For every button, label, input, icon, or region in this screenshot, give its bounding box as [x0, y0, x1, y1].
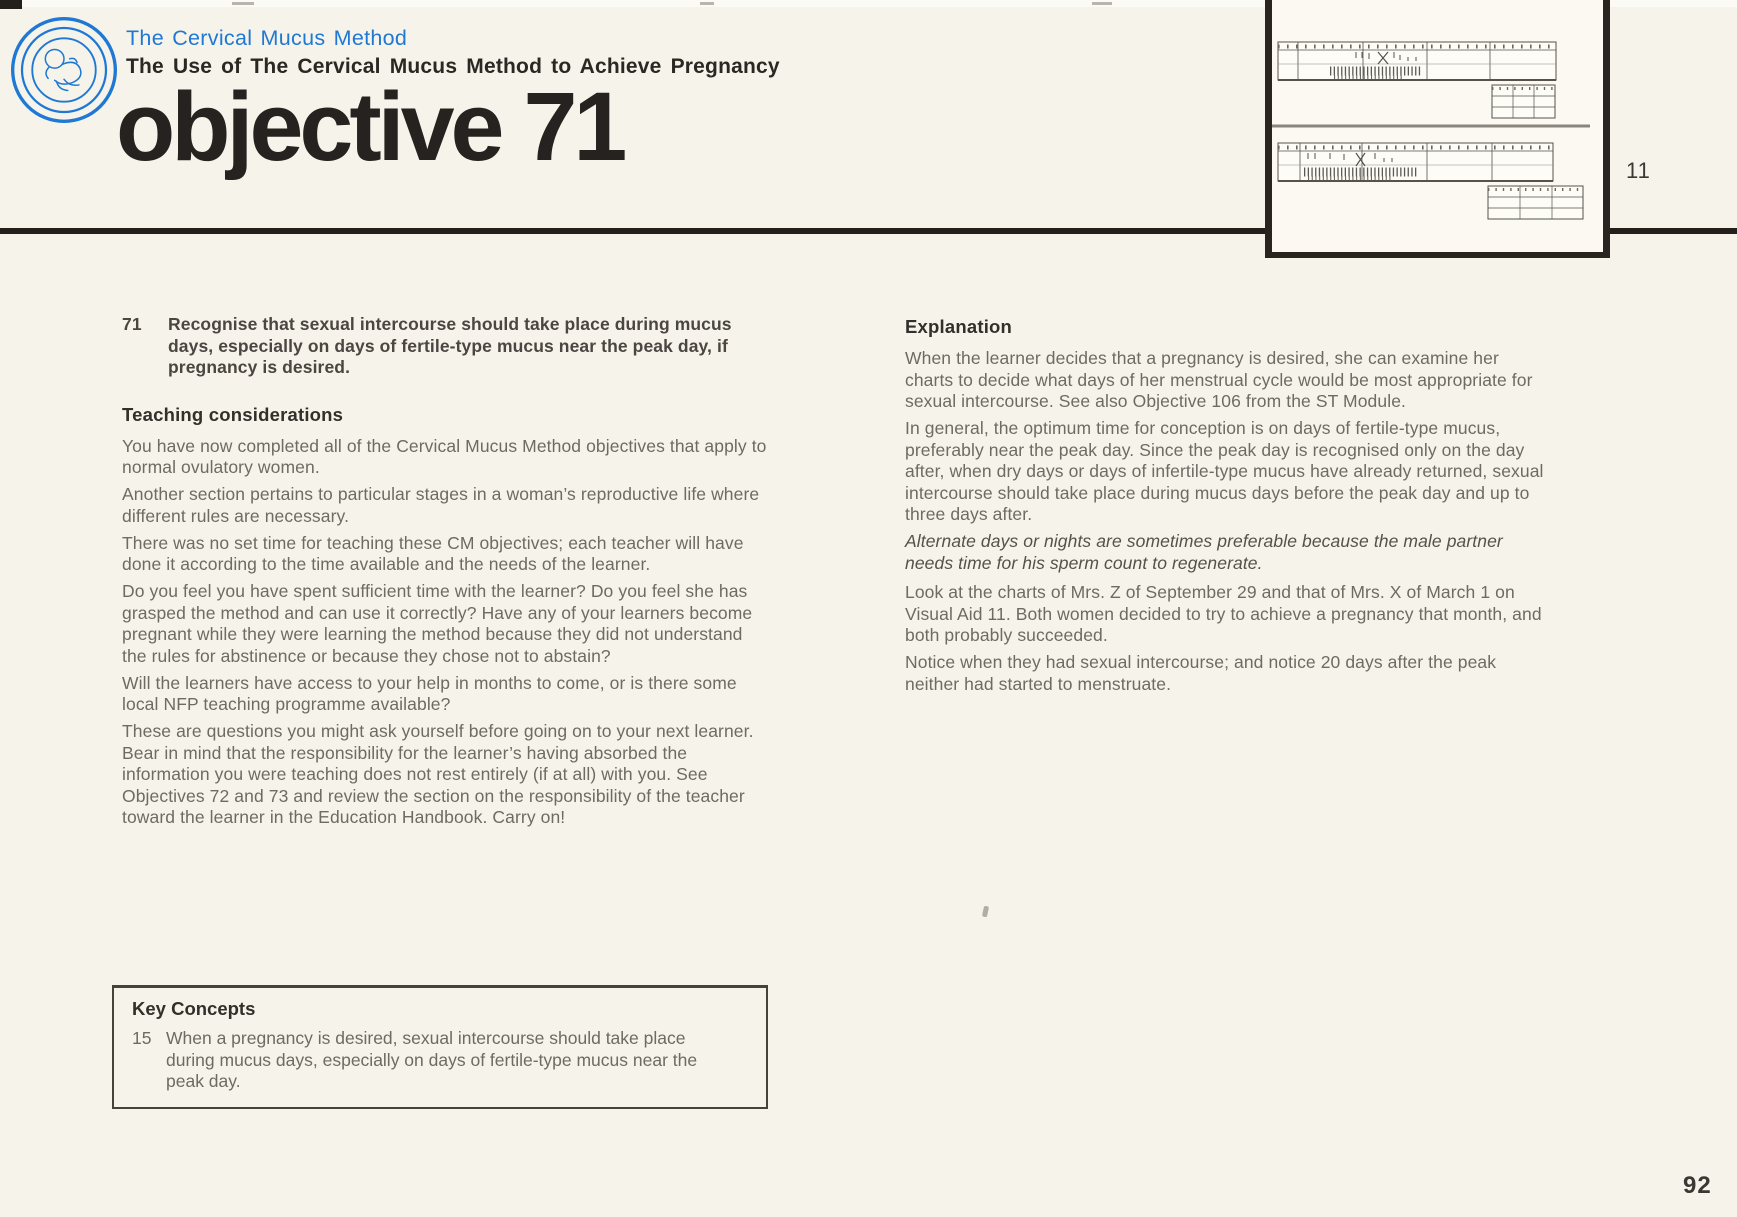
scan-speck — [982, 906, 989, 918]
explanation-paragraph: Look at the charts of Mrs. Z of September 29 and that of Mrs. X of March 1 on Visual Aid 11. Both women decided to try to achieve a pregnancy that month, and both probably succeeded. — [905, 582, 1542, 645]
teaching-paragraph: These are questions you might ask yourself before going on to your next learner. Bear in mind that the responsibility for the learner’s having absorbed the information you were teaching does not rest entirely (if at all) with you. See Objectives 72 and 73 and review the section on the responsibility of the teacher toward the learner in the Education Handbook. Carry on! — [122, 721, 754, 827]
scan-corner-mark — [0, 0, 22, 9]
teaching-considerations-heading: Teaching considerations — [122, 403, 344, 425]
objective-statement — [122, 314, 767, 379]
objective-number: 71 — [122, 314, 142, 334]
teaching-paragraph: Will the learners have access to your help in months to come, or is there some local NFP teaching programme available? — [122, 672, 737, 714]
page-number: 92 — [1683, 1172, 1712, 1199]
key-concepts-heading: Key Concepts — [132, 998, 256, 1019]
teaching-paragraph: Another section pertains to particular stages in a woman’s reproductive life where different rules are necessary. — [122, 484, 760, 526]
key-concept-item — [132, 1028, 748, 1093]
right-column — [905, 316, 1545, 701]
teaching-paragraph: Do you feel you have spent sufficient time with the learner? Do you feel she has grasped the method and can use it correctly? Have any of your learners become pregnant while they were learning the method because they did not understand the rules for abstinence or because they chose not to abstain? — [122, 581, 753, 666]
visual-aid-number: 11 — [1626, 158, 1651, 183]
explanation-paragraph: Notice when they had sexual intercourse; and notice 20 days after the peak neither had started to menstruate. — [905, 652, 1497, 694]
key-concept-text: When a pregnancy is desired, sexual intercourse should take place during mucus days, especially on days of fertile-type mucus near the peak day. — [166, 1028, 698, 1091]
scan-tick — [1092, 2, 1112, 5]
module-subtitle: The Use of The Cervical Mucus Method to Achieve Pregnancy — [126, 55, 780, 78]
series-title: The Cervical Mucus Method — [126, 26, 408, 50]
objective-statement-text: Recognise that sexual intercourse should take place during mucus days, especially on days of fertile-type mucus near the peak day, if pregnancy is desired. — [168, 314, 732, 377]
header-rule-right — [1610, 228, 1737, 234]
cycle-chart-strip-1 — [1278, 42, 1556, 80]
header-rule-left — [0, 228, 1265, 234]
nfp-baby-logo — [8, 14, 120, 126]
scan-tick — [232, 2, 254, 5]
scan-tick — [700, 2, 714, 5]
teaching-paragraph: You have now completed all of the Cervical Mucus Method objectives that apply to normal ovulatory women. — [122, 435, 767, 477]
key-concept-number: 15 — [132, 1028, 152, 1048]
cycle-chart-strip-2 — [1278, 143, 1553, 181]
objective-title: objective 71 — [116, 72, 624, 181]
fetus-icon — [45, 49, 81, 90]
teaching-paragraph: There was no set time for teaching these CM objectives; each teacher will have done it according to the time available and the needs of the learner. — [122, 532, 744, 574]
key-concepts-box — [112, 985, 768, 1109]
left-column — [122, 314, 767, 834]
explanation-italic-note: Alternate days or nights are sometimes preferable because the male partner needs time for his sperm count to regenerate. — [905, 531, 1503, 573]
chart-fragment-1 — [1492, 85, 1555, 118]
explanation-paragraph: In general, the optimum time for conception is on days of fertile-type mucus, preferably near the peak day. Since the peak day is recognised only on the day after, when dry days or days of infertile-type mucus have already returned, sexual intercourse should take place during mucus days before the peak day and up to three days after. — [905, 418, 1544, 524]
chart-fragment-2 — [1488, 186, 1583, 219]
explanation-paragraph: When the learner decides that a pregnancy is desired, she can examine her charts to decide what days of her menstrual cycle would be most appropriate for sexual intercourse. See also Objective 106 from the ST Module. — [905, 348, 1533, 411]
explanation-heading: Explanation — [905, 316, 1013, 337]
visual-aid-11-inset — [1265, 0, 1610, 258]
